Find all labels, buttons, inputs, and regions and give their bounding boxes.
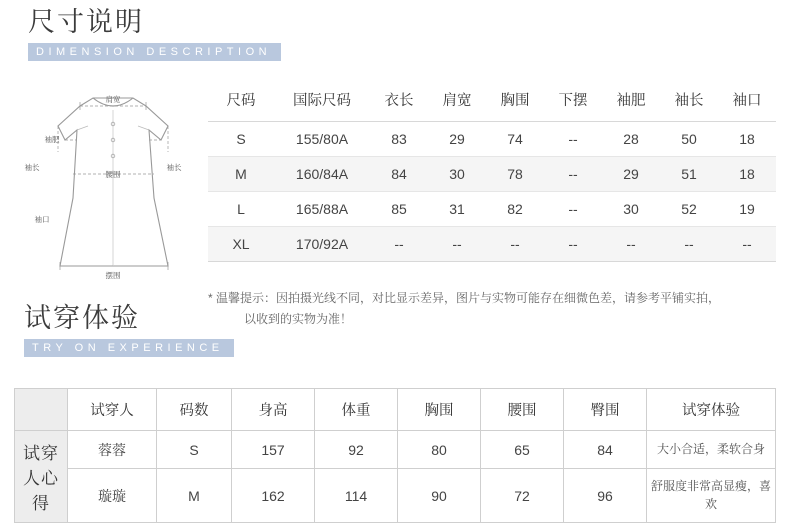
cell-cuff: 18 bbox=[739, 131, 755, 147]
cell-sleeve-length: 52 bbox=[681, 201, 697, 217]
cell-sleeve-length: 51 bbox=[681, 166, 697, 182]
cell-shoulder: 30 bbox=[449, 166, 465, 182]
col-header-hem: 下摆 bbox=[558, 93, 588, 109]
svg-text:肩宽: 肩宽 bbox=[105, 95, 121, 104]
cell-intl: 160/84A bbox=[295, 166, 349, 182]
dimension-section-header bbox=[28, 8, 281, 61]
col-header-shoulder: 肩宽 bbox=[442, 93, 472, 109]
cell-sleeve-fat: -- bbox=[626, 236, 636, 252]
cell-bust: 90 bbox=[398, 469, 481, 523]
table-row bbox=[208, 122, 776, 157]
cell-height: 157 bbox=[232, 431, 315, 469]
cell-experience: 舒服度非常高显瘦，喜欢 bbox=[647, 469, 776, 523]
tryon-table-body bbox=[15, 431, 776, 523]
corner-blank-cell bbox=[15, 389, 68, 431]
dress-outline-icon bbox=[18, 78, 208, 288]
svg-text:腰围: 腰围 bbox=[105, 170, 121, 179]
col-header-bust: 胸围 bbox=[500, 93, 530, 109]
col-header-height: 身高 bbox=[232, 389, 315, 431]
col-header-experience: 试穿体验 bbox=[647, 389, 776, 431]
tryon-table-head bbox=[15, 389, 776, 431]
svg-text:袖长: 袖长 bbox=[24, 163, 40, 172]
tryon-section-header bbox=[24, 304, 234, 357]
col-header-sleeve-length: 袖长 bbox=[674, 93, 704, 109]
col-header-weight: 体重 bbox=[315, 389, 398, 431]
cell-length: 85 bbox=[391, 201, 407, 217]
col-header-person: 试穿人 bbox=[68, 389, 157, 431]
cell-cuff: -- bbox=[742, 236, 752, 252]
cell-waist: 65 bbox=[481, 431, 564, 469]
cell-hem: -- bbox=[568, 166, 578, 182]
tryon-title-zh: 试穿体验 bbox=[24, 303, 140, 333]
table-row bbox=[15, 431, 776, 469]
dimension-note bbox=[208, 288, 778, 330]
table-row bbox=[208, 227, 776, 262]
cell-sleeve-length: 50 bbox=[681, 131, 697, 147]
cell-weight: 92 bbox=[315, 431, 398, 469]
cell-waist: 72 bbox=[481, 469, 564, 523]
cell-length: 83 bbox=[391, 131, 407, 147]
cell-size: L bbox=[237, 201, 245, 217]
note-line-1: * 温馨提示：因拍摄光线不同，对比显示差异，图片与实物可能存在细微色差，请参考平铺实拍， bbox=[208, 291, 721, 305]
cell-size: XL bbox=[232, 236, 250, 252]
table-header-row bbox=[15, 389, 776, 431]
cell-bust: 82 bbox=[507, 201, 523, 217]
cell-intl: 165/88A bbox=[295, 201, 349, 217]
col-header-waist: 腰围 bbox=[481, 389, 564, 431]
cell-hip: 96 bbox=[564, 469, 647, 523]
cell-experience: 大小合适，柔软合身 bbox=[647, 431, 776, 469]
cell-shoulder: 31 bbox=[449, 201, 465, 217]
cell-length: -- bbox=[394, 236, 404, 252]
cell-sleeve-length: -- bbox=[684, 236, 694, 252]
col-header-hip: 臀围 bbox=[564, 389, 647, 431]
cell-length: 84 bbox=[391, 166, 407, 182]
cell-hem: -- bbox=[568, 131, 578, 147]
dimension-title-en: DIMENSION DESCRIPTION bbox=[28, 43, 281, 61]
col-header-sleeve-fat: 袖肥 bbox=[616, 93, 646, 109]
dimension-table-container bbox=[208, 80, 776, 262]
cell-size: S bbox=[157, 431, 232, 469]
dimension-table bbox=[208, 80, 776, 262]
cell-shoulder: -- bbox=[452, 236, 462, 252]
cell-bust: 78 bbox=[507, 166, 523, 182]
note-line-2: 以收到的实物为准！ bbox=[244, 312, 353, 326]
svg-text:袖口: 袖口 bbox=[34, 215, 50, 224]
cell-sleeve-fat: 28 bbox=[623, 131, 639, 147]
table-row bbox=[208, 192, 776, 227]
cell-hip: 84 bbox=[564, 431, 647, 469]
garment-sketch bbox=[18, 78, 208, 288]
svg-text:袖肥: 袖肥 bbox=[44, 135, 60, 144]
cell-weight: 114 bbox=[315, 469, 398, 523]
tryon-title-en: TRY ON EXPERIENCE bbox=[24, 339, 234, 357]
cell-size: S bbox=[236, 131, 246, 147]
dimension-title-zh: 尺寸说明 bbox=[28, 7, 144, 37]
cell-bust: 80 bbox=[398, 431, 481, 469]
cell-hem: -- bbox=[568, 201, 578, 217]
col-header-size: 码数 bbox=[157, 389, 232, 431]
cell-cuff: 18 bbox=[739, 166, 755, 182]
table-row bbox=[208, 157, 776, 192]
cell-shoulder: 29 bbox=[449, 131, 465, 147]
table-row bbox=[15, 469, 776, 523]
dimension-table-body bbox=[208, 122, 776, 262]
cell-sleeve-fat: 30 bbox=[623, 201, 639, 217]
col-header-size: 尺码 bbox=[226, 93, 256, 109]
svg-text:袖长: 袖长 bbox=[166, 163, 182, 172]
table-header-row bbox=[208, 80, 776, 122]
cell-cuff: 19 bbox=[739, 201, 755, 217]
col-header-cuff: 袖口 bbox=[732, 93, 762, 109]
cell-height: 162 bbox=[232, 469, 315, 523]
tryon-row-label: 试穿人心得 bbox=[15, 431, 68, 523]
cell-hem: -- bbox=[568, 236, 578, 252]
cell-bust: -- bbox=[510, 236, 520, 252]
cell-intl: 170/92A bbox=[295, 236, 349, 252]
cell-intl: 155/80A bbox=[295, 131, 349, 147]
cell-bust: 74 bbox=[507, 131, 523, 147]
cell-size: M bbox=[235, 166, 247, 182]
svg-text:摆围: 摆围 bbox=[105, 271, 121, 280]
col-header-length: 衣长 bbox=[384, 93, 414, 109]
col-header-intl-size: 国际尺码 bbox=[293, 93, 351, 109]
cell-sleeve-fat: 29 bbox=[623, 166, 639, 182]
dimension-table-head bbox=[208, 80, 776, 122]
cell-person: 蓉蓉 bbox=[68, 431, 157, 469]
cell-person: 璇璇 bbox=[68, 469, 157, 523]
col-header-bust: 胸围 bbox=[398, 389, 481, 431]
cell-size: M bbox=[157, 469, 232, 523]
